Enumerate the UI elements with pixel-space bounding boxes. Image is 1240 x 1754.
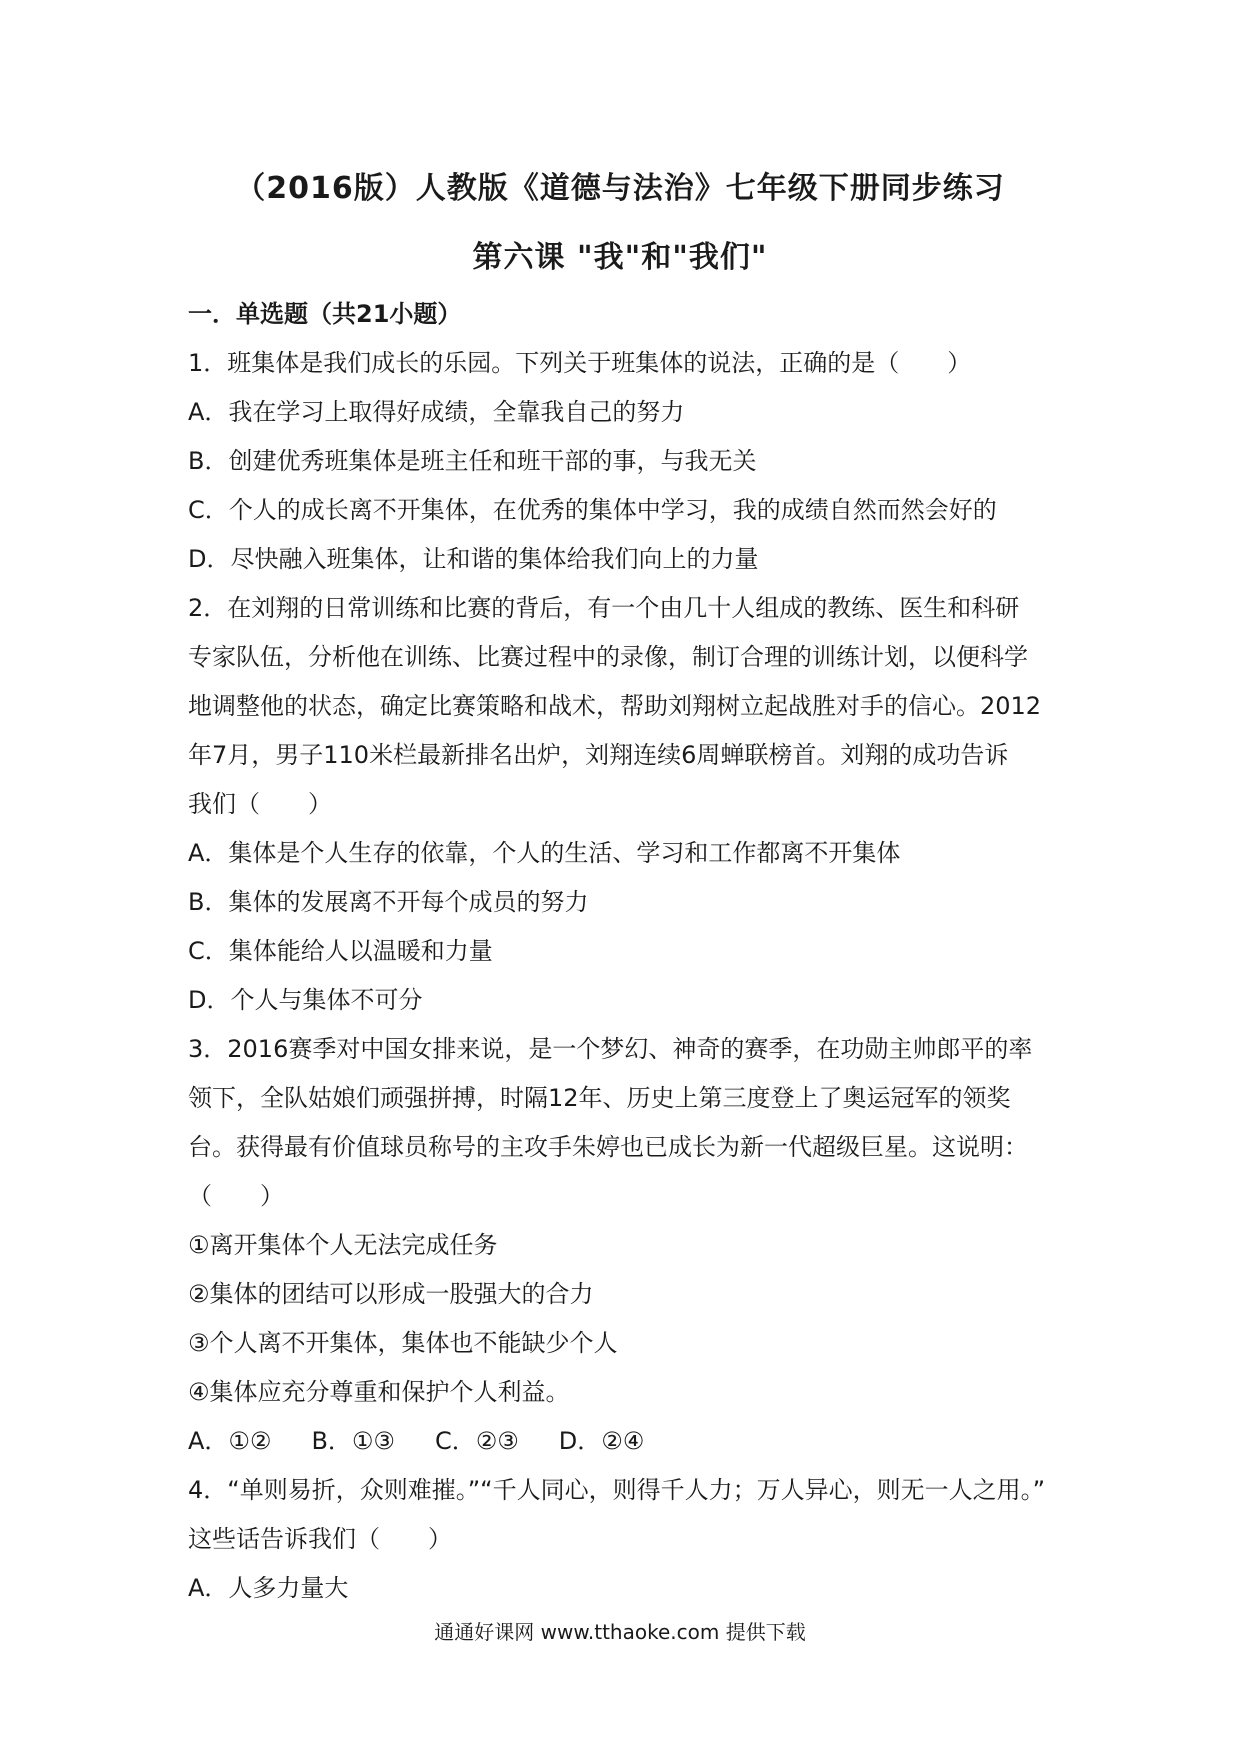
question-stem-line: 4．“单则易折，众则难摧。”“千人同心，则得千人力；万人异心，则无一人之用。” <box>188 1476 1046 1504</box>
option-a: A．集体是个人生存的依靠，个人的生活、学习和工作都离不开集体 <box>188 839 901 867</box>
option-b: B．创建优秀班集体是班主任和班干部的事，与我无关 <box>188 447 757 475</box>
question-stem-line: 3．2016赛季对中国女排来说，是一个梦幻、神奇的赛季，在功勋主帅郎平的率 <box>188 1035 1033 1063</box>
statement-4: ④集体应充分尊重和保护个人利益。 <box>188 1378 570 1406</box>
statement-2: ②集体的团结可以形成一股强大的合力 <box>188 1280 594 1308</box>
option-d: D．尽快融入班集体，让和谐的集体给我们向上的力量 <box>188 545 759 573</box>
question-stem-line: 地调整他的状态，确定比赛策略和战术，帮助刘翔树立起战胜对手的信心。2012 <box>188 692 1042 720</box>
question-content <box>188 290 1068 1613</box>
option-b: B．集体的发展离不开每个成员的努力 <box>188 888 589 916</box>
question-stem-line: 台。获得最有价值球员称号的主攻手朱婷也已成长为新一代超级巨星。这说明： <box>188 1133 1028 1161</box>
question-4 <box>188 1466 1068 1613</box>
option-a: A．人多力量大 <box>188 1574 349 1602</box>
question-2 <box>188 584 1068 1025</box>
question-stem-line: 我们（ ） <box>188 790 332 818</box>
statement-1: ①离开集体个人无法完成任务 <box>188 1231 498 1259</box>
option-a: A．我在学习上取得好成绩，全靠我自己的努力 <box>188 398 685 426</box>
question-stem-line: 2．在刘翔的日常训练和比赛的背后，有一个由几十人组成的教练、医生和科研 <box>188 594 1020 622</box>
option-a: A．①② <box>188 1427 272 1455</box>
option-c: C．集体能给人以温暖和力量 <box>188 937 493 965</box>
question-stem-line: 专家队伍，分析他在训练、比赛过程中的录像，制订合理的训练计划，以便科学 <box>188 643 1028 671</box>
question-stem-line: 年7月，男子110米栏最新排名出炉，刘翔连续6周蝉联榜首。刘翔的成功告诉 <box>188 741 1009 769</box>
option-c: C．②③ <box>434 1427 519 1455</box>
document-title: （2016版）人教版《道德与法治》七年级下册同步练习 <box>235 171 1005 206</box>
option-b: B．①③ <box>311 1427 395 1455</box>
question-3 <box>188 1025 1068 1466</box>
option-d: D．个人与集体不可分 <box>188 986 423 1014</box>
inline-options <box>188 1417 1068 1466</box>
question-1 <box>188 339 1068 584</box>
question-stem-line: 这些话告诉我们（ ） <box>188 1525 452 1553</box>
question-stem-line: 1．班集体是我们成长的乐园。下列关于班集体的说法，正确的是（ ） <box>188 349 972 377</box>
statement-3: ③个人离不开集体，集体也不能缺少个人 <box>188 1329 618 1357</box>
section-heading: 一．单选题（共21小题） <box>188 300 462 328</box>
page-footer: 通通好课网 www.tthaoke.com 提供下载 <box>434 1620 806 1644</box>
question-stem-line: （ ） <box>188 1182 284 1210</box>
question-stem-line: 领下，全队姑娘们顽强拼搏，时隔12年、历史上第三度登上了奥运冠军的领奖 <box>188 1084 1011 1112</box>
option-d: D．②④ <box>558 1427 645 1455</box>
option-c: C．个人的成长离不开集体，在优秀的集体中学习，我的成绩自然而然会好的 <box>188 496 997 524</box>
lesson-subtitle: 第六课 "我"和"我们" <box>472 240 768 275</box>
